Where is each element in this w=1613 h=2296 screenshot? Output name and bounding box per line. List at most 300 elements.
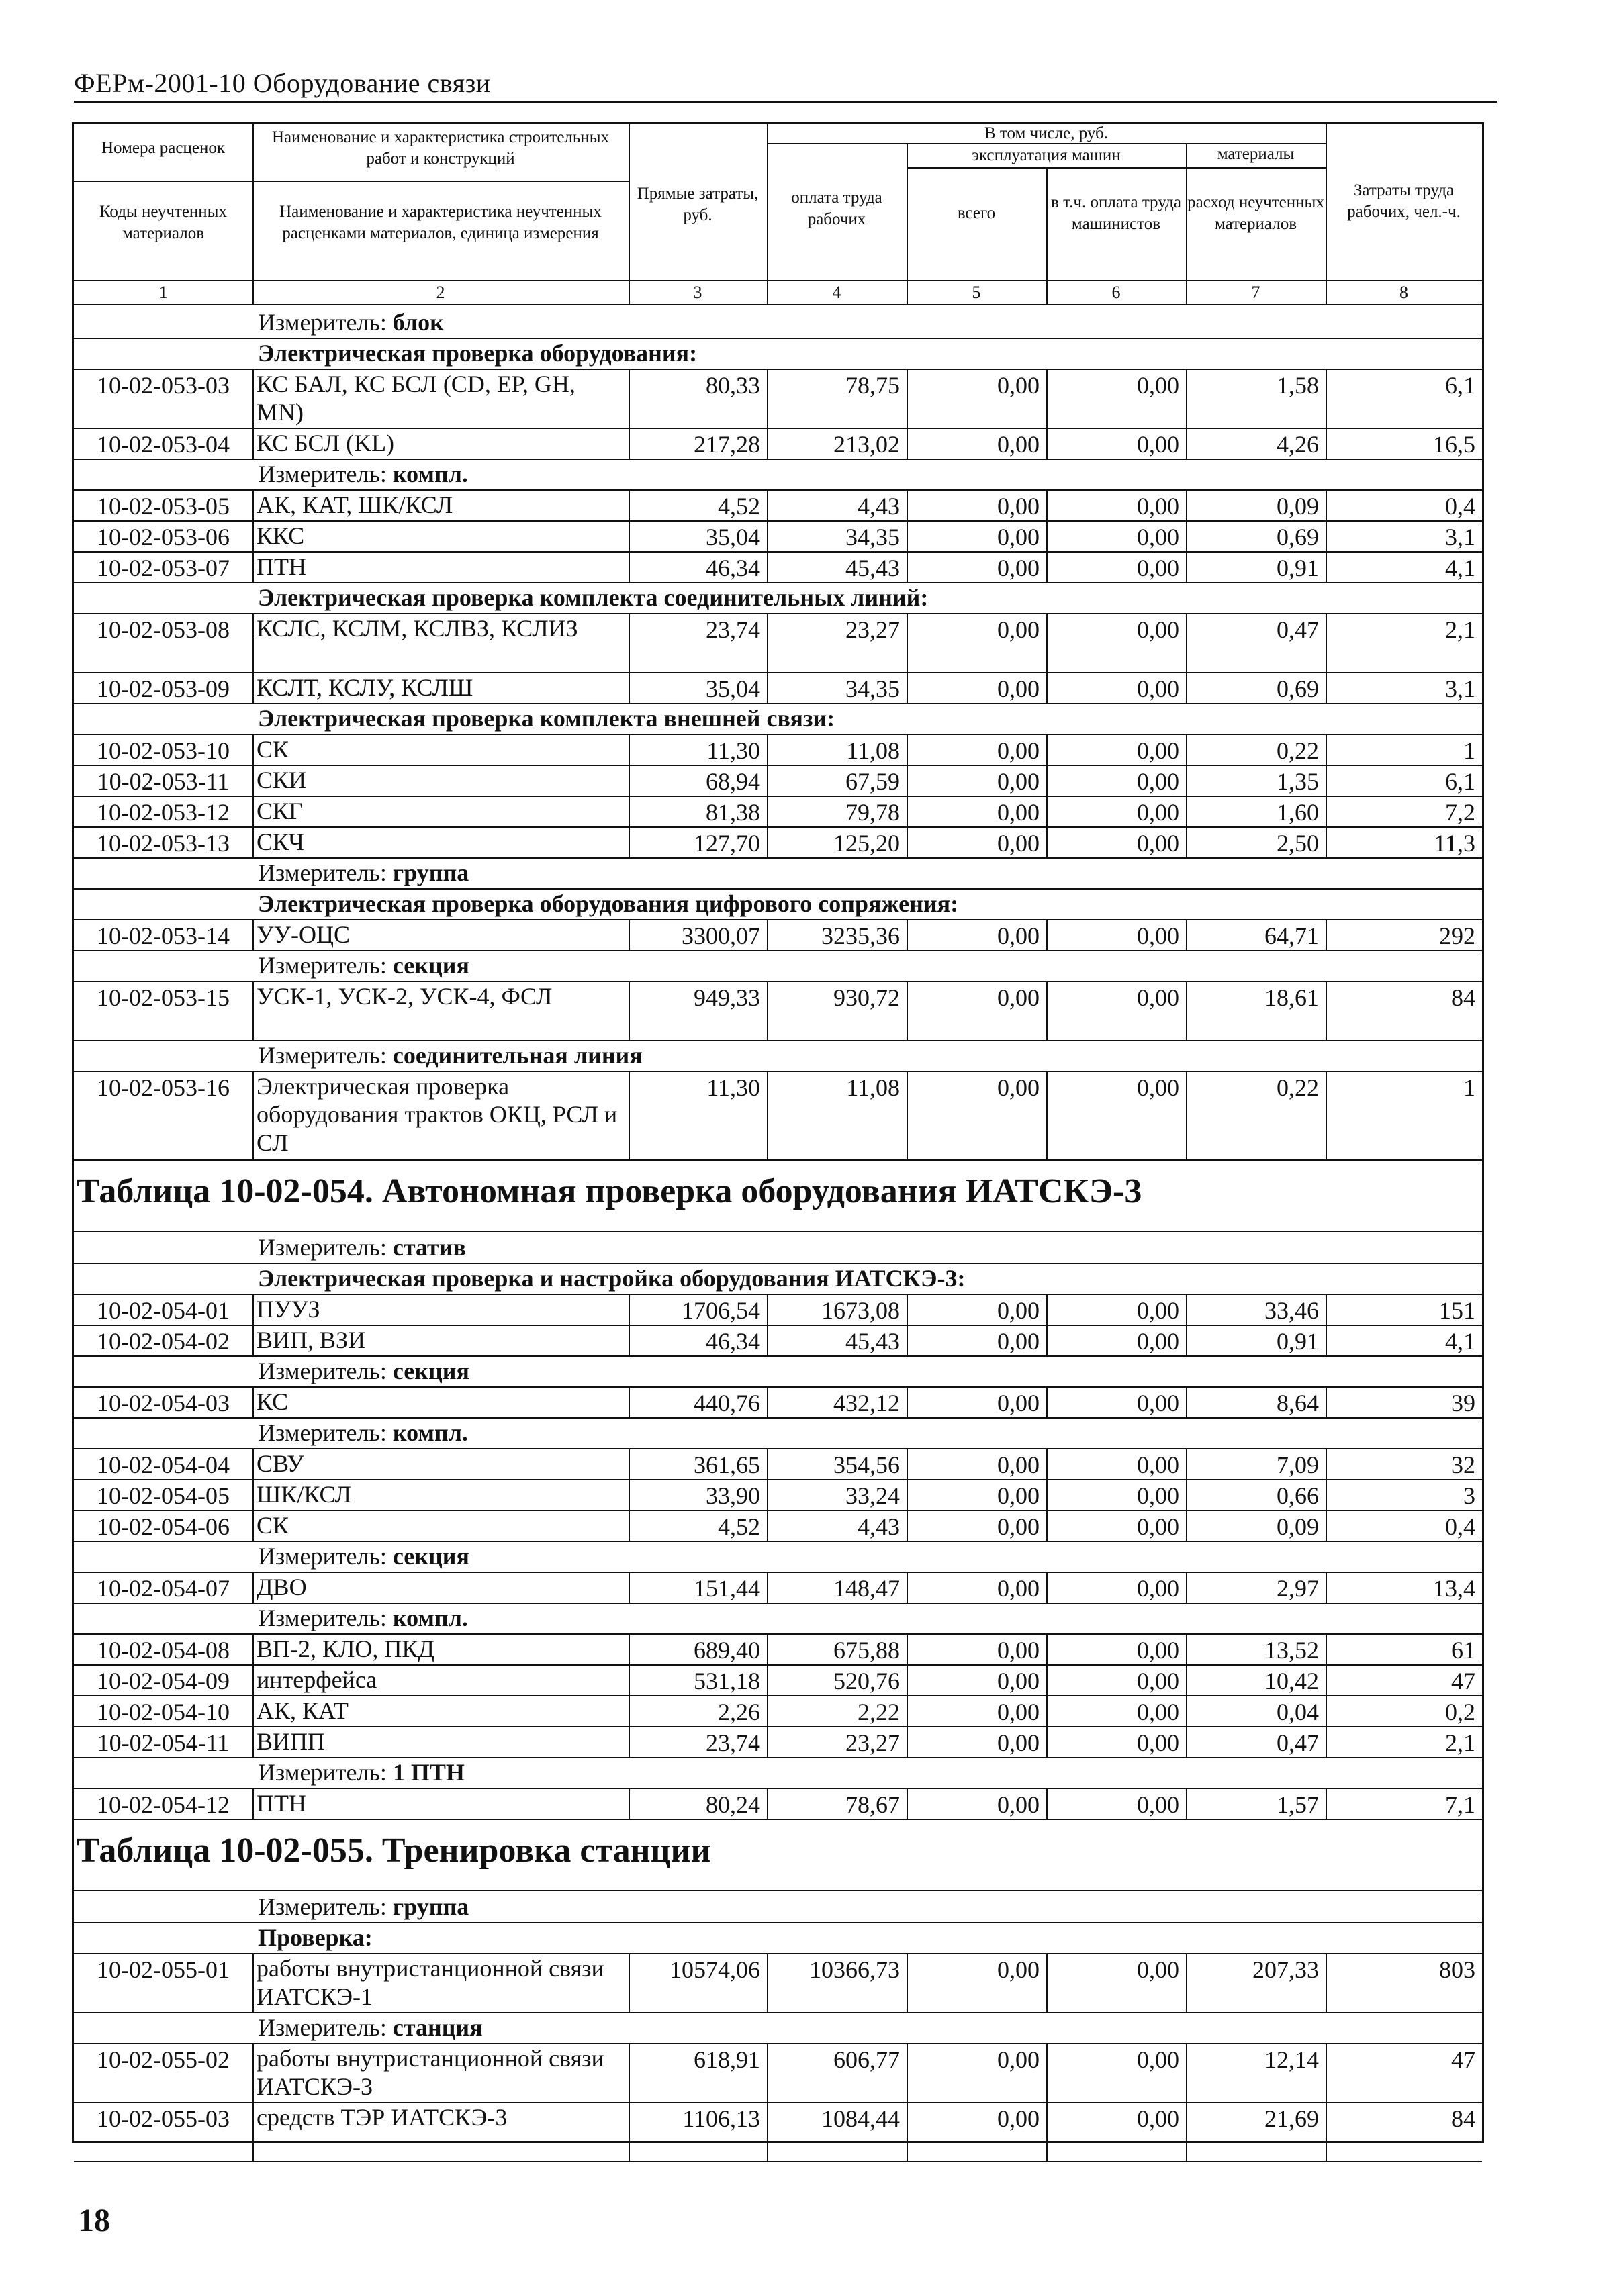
machinist-wage: 0,00 [1137,1482,1179,1509]
direct-cost: 81,38 [706,799,760,826]
worker-wage: 930,72 [833,984,900,1011]
materials-cost: 0,22 [1277,1074,1319,1101]
machine-cost: 0,00 [997,1668,1040,1694]
rule [1046,1695,1048,1726]
direct-cost: 361,65 [694,1451,760,1478]
machine-cost: 0,00 [997,616,1040,643]
materials-cost: 2,97 [1277,1575,1319,1602]
rule [252,369,254,428]
table-row [74,520,1486,551]
rule [1326,369,1327,428]
page-number: 18 [78,2203,110,2238]
rate-code: 10-02-054-11 [97,1729,230,1756]
rule [1046,2102,1048,2161]
machine-cost: 0,00 [997,1513,1040,1540]
table-row [74,1726,1486,1757]
rule [907,489,908,520]
rule [252,1726,254,1757]
direct-cost: 33,90 [706,1482,760,1509]
worker-wage: 125,20 [833,830,900,857]
materials-cost: 0,69 [1277,524,1319,551]
rule [1326,520,1327,551]
machine-cost: 0,00 [997,1328,1040,1355]
rule [629,1071,630,1159]
rule [629,734,630,765]
machinist-wage: 0,00 [1137,1729,1179,1756]
rule [907,1325,908,1355]
materials-cost: 18,61 [1264,984,1319,1011]
rule [252,1953,254,2012]
labor-hours: 7,1 [1445,1791,1475,1818]
rate-code: 10-02-054-08 [97,1637,230,1664]
table-row [74,613,1486,672]
worker-wage: 11,08 [846,1074,900,1101]
rule [767,1294,768,1325]
rate-code: 10-02-054-10 [97,1699,230,1725]
rule [1046,796,1048,826]
labor-hours: 6,1 [1445,372,1475,399]
labor-hours: 0,4 [1445,1513,1475,1540]
materials-cost: 0,91 [1277,1328,1319,1355]
rule [1326,1448,1327,1479]
table-row [74,1788,1486,1819]
rule [1326,489,1327,520]
machinist-wage: 0,00 [1137,984,1179,1011]
rule [629,613,630,672]
labor-hours: 4,1 [1445,1328,1475,1355]
rule [1046,919,1048,950]
rule [252,765,254,796]
table-row [74,826,1486,857]
rate-code: 10-02-053-05 [97,493,230,520]
labor-hours: 39 [1451,1390,1475,1417]
rule [629,1325,630,1355]
rule [907,551,908,582]
measure-value: Электрическая проверка и настройка оборудования ИАТСКЭ-3: [258,1265,966,1292]
machinist-wage: 0,00 [1137,1074,1179,1101]
rule [629,1953,630,2012]
materials-cost: 33,46 [1264,1297,1319,1324]
measure-row [255,1419,468,1447]
rule [1326,1664,1327,1695]
measure-label: Измеритель: [258,1419,393,1446]
worker-wage: 432,12 [833,1390,900,1417]
rule [1046,613,1048,672]
worker-wage: 33,24 [845,1482,900,1509]
rule [1046,1726,1048,1757]
rule [629,1386,630,1417]
measure-value: компл. [392,1419,468,1446]
measure-label: Измеритель: [258,2014,393,2041]
rule [1046,734,1048,765]
rule [629,672,630,703]
materials-cost: 1,57 [1277,1791,1319,1818]
labor-hours: 32 [1451,1451,1475,1478]
rule [1046,826,1048,857]
direct-cost: 531,18 [694,1668,760,1694]
rule [74,2161,1482,2162]
machine-cost: 0,00 [997,372,1040,399]
table-row [74,1386,1486,1417]
measure-row [255,890,958,918]
rule [1326,796,1327,826]
rule [252,124,254,304]
header-colnum-7: 7 [1251,283,1260,302]
rule [1186,981,1187,1040]
rule [252,919,254,950]
machinist-wage: 0,00 [1137,1390,1179,1417]
table-row [74,1325,1486,1355]
rule [907,1726,908,1757]
materials-cost: 0,22 [1277,737,1319,764]
machine-cost: 0,00 [997,1729,1040,1756]
header-colnum-6: 6 [1111,283,1121,302]
measure-row [255,460,468,488]
work-name: СК [257,1512,289,1539]
rule [252,672,254,703]
rule [252,826,254,857]
rate-code: 10-02-053-14 [97,922,230,949]
rule [252,1664,254,1695]
rule [1186,1953,1187,2012]
materials-cost: 21,69 [1264,2105,1319,2132]
table-row [74,765,1486,796]
rule [1046,428,1048,459]
rule [907,167,1326,169]
worker-wage: 23,27 [845,1729,900,1756]
rule [767,826,768,857]
materials-cost: 8,64 [1277,1390,1319,1417]
rule [1186,1695,1187,1726]
header-mach-total: всего [957,204,996,222]
worker-wage: 78,75 [845,372,900,399]
header-col3: Прямые затраты, руб. [637,185,759,224]
rule [629,1664,630,1695]
measure-row [255,951,469,979]
rate-code: 10-02-054-05 [97,1482,230,1509]
rule [767,981,768,1040]
rule [1186,1572,1187,1603]
rule [907,1448,908,1479]
rule [74,1890,1482,1891]
machinist-wage: 0,00 [1137,1575,1179,1602]
rule [629,981,630,1040]
machine-cost: 0,00 [997,768,1040,795]
rate-code: 10-02-054-01 [97,1297,230,1324]
measure-value: 1 ПТН [392,1759,465,1786]
rule [1186,1294,1187,1325]
rule [907,981,908,1040]
rule [767,428,768,459]
header-mat-group: материалы [1217,145,1295,163]
direct-cost: 23,74 [706,1729,760,1756]
table-row [74,1633,1486,1664]
header-wage: оплата труда рабочих [791,189,882,228]
work-name: КС [257,1388,289,1415]
rule [1326,919,1327,950]
rule [767,1633,768,1664]
worker-wage: 23,27 [845,616,900,643]
rule [252,520,254,551]
header-rule [74,101,1497,103]
table-section-title: Таблица 10-02-055. Тренировка станции [77,1831,711,1870]
rule [252,1695,254,1726]
machine-cost: 0,00 [997,1699,1040,1725]
machinist-wage: 0,00 [1137,1451,1179,1478]
measure-value: секция [392,1357,469,1384]
table-row [74,551,1486,582]
rate-code: 10-02-053-12 [97,799,230,826]
work-name: работы внутристанционной связи ИАТСКЭ-1 [257,1955,604,2010]
rule [1326,981,1327,1040]
table-section-title: Таблица 10-02-054. Автономная проверка оборудования ИАТСКЭ-3 [77,1172,1142,1210]
rule [907,280,908,304]
measure-row [255,1357,469,1385]
work-name: АК, КАТ, ШК/КСЛ [257,491,453,518]
direct-cost: 3300,07 [682,922,760,949]
work-name: ДВО [257,1574,307,1600]
measure-row [255,1893,469,1921]
rates-table [72,122,1484,2143]
measure-value: соединительная линия [392,1042,643,1069]
worker-wage: 675,88 [833,1637,900,1664]
rule [252,551,254,582]
materials-cost: 0,09 [1277,1513,1319,1540]
work-name: ККС [257,522,305,549]
rule [767,1695,768,1726]
measure-row [255,1542,469,1570]
direct-cost: 689,40 [694,1637,760,1664]
measure-value: Электрическая проверка комплекта внешней связи: [258,705,835,732]
rule [74,181,252,182]
rule [767,1071,768,1159]
measure-label: Измеритель: [258,309,393,336]
rule [1326,765,1327,796]
rule [1186,734,1187,765]
labor-hours: 1 [1463,1074,1475,1101]
rule [1046,672,1048,703]
rule [907,369,908,428]
materials-cost: 12,14 [1264,2046,1319,2073]
machine-cost: 0,00 [997,799,1040,826]
rule [252,1633,254,1664]
rate-code: 10-02-054-04 [97,1451,230,1478]
rule [1326,1386,1327,1417]
rule [1186,1633,1187,1664]
rule [907,520,908,551]
machinist-wage: 0,00 [1137,737,1179,764]
work-name: КСЛТ, КСЛУ, КСЛШ [257,674,473,701]
rule [629,1572,630,1603]
worker-wage: 148,47 [833,1575,900,1602]
rate-code: 10-02-054-07 [97,1575,230,1602]
rule [767,919,768,950]
labor-hours: 7,2 [1445,799,1475,826]
rule [252,1448,254,1479]
rule [629,1510,630,1541]
rule [74,304,1482,305]
rule [1186,672,1187,703]
measure-label: Измеритель: [258,1759,393,1786]
rule [907,2102,908,2161]
worker-wage: 34,35 [845,675,900,702]
rule [252,2043,254,2102]
rule [1046,520,1048,551]
machine-cost: 0,00 [997,1791,1040,1818]
rule [629,280,630,304]
machine-cost: 0,00 [997,1575,1040,1602]
header-mach-group: эксплуатация машин [972,146,1121,164]
worker-wage: 4,43 [858,493,900,520]
machinist-wage: 0,00 [1137,675,1179,702]
direct-cost: 217,28 [694,431,760,458]
worker-wage: 10366,73 [809,1956,900,1983]
materials-cost: 10,42 [1264,1668,1319,1694]
rule [629,1788,630,1819]
measure-label: Измеритель: [258,1605,393,1631]
rule [1326,1633,1327,1664]
materials-cost: 1,35 [1277,768,1319,795]
worker-wage: 45,43 [845,1328,900,1355]
measure-value: станция [392,2014,483,2041]
direct-cost: 440,76 [694,1390,760,1417]
direct-cost: 46,34 [706,555,760,581]
rule [629,551,630,582]
rule [767,1726,768,1757]
direct-cost: 35,04 [706,675,760,702]
rate-code: 10-02-053-07 [97,555,230,581]
rule [1046,981,1048,1040]
direct-cost: 80,33 [706,372,760,399]
rule [1046,1633,1048,1664]
table-row [74,369,1486,428]
rate-code: 10-02-054-03 [97,1390,230,1417]
worker-wage: 1084,44 [821,2105,900,2132]
rule [1326,1726,1327,1757]
machinist-wage: 0,00 [1137,493,1179,520]
worker-wage: 354,56 [833,1451,900,1478]
rule [907,1071,908,1159]
measure-row [255,2013,483,2042]
header-colnum-2: 2 [436,283,445,302]
worker-wage: 520,76 [833,1668,900,1694]
rule [767,1664,768,1695]
table-row [74,796,1486,826]
rule [907,428,908,459]
direct-cost: 11,30 [706,1074,760,1101]
rule [1186,520,1187,551]
materials-cost: 4,26 [1277,431,1319,458]
rule [629,796,630,826]
rate-code: 10-02-053-09 [97,675,230,702]
measure-label: Измеритель: [258,461,393,487]
rule [629,489,630,520]
machinist-wage: 0,00 [1137,799,1179,826]
direct-cost: 949,33 [694,984,760,1011]
materials-cost: 207,33 [1252,1956,1319,1983]
rule [74,1819,1482,1820]
work-name: СКГ [257,798,303,824]
header-col2-bottom: Наименование и характеристика неучтенных расценками материалов, единица измерения [279,203,602,242]
materials-cost: 0,04 [1277,1699,1319,1725]
rule [252,1788,254,1819]
rate-code: 10-02-053-06 [97,524,230,551]
rule [1046,1788,1048,1819]
labor-hours: 2,1 [1445,616,1475,643]
rule [907,672,908,703]
rule [629,1448,630,1479]
table-row [74,1664,1486,1695]
rule [767,672,768,703]
materials-cost: 1,58 [1277,372,1319,399]
rule [629,520,630,551]
rule [907,1479,908,1510]
rule [907,613,908,672]
rule [1326,2043,1327,2102]
rule [1046,1664,1048,1695]
rule [1186,826,1187,857]
direct-cost: 80,24 [706,1791,760,1818]
rate-code: 10-02-055-01 [97,1956,230,1983]
direct-cost: 2,26 [718,1699,760,1725]
worker-wage: 45,43 [845,555,900,581]
measure-label: Измеритель: [258,952,393,979]
rule [907,765,908,796]
work-name: СКИ [257,767,307,794]
rule [1186,1510,1187,1541]
rule [1326,1479,1327,1510]
header-labor: Затраты труда рабочих, чел.-ч. [1347,181,1461,221]
materials-cost: 1,60 [1277,799,1319,826]
rule [629,1479,630,1510]
work-name: СК [257,736,289,763]
rate-code: 10-02-055-03 [97,2105,230,2132]
measure-value: группа [392,1893,469,1920]
direct-cost: 35,04 [706,524,760,551]
rule [252,428,254,459]
rule [1326,1788,1327,1819]
direct-cost: 4,52 [718,493,760,520]
rule [1326,2102,1327,2161]
rule [629,919,630,950]
rule [1186,1664,1187,1695]
work-name: ПУУЗ [257,1296,320,1323]
rule [767,124,768,304]
rate-code: 10-02-053-16 [97,1074,230,1101]
running-head: ФЕРм-2001-10 Оборудование связи [74,68,491,98]
labor-hours: 6,1 [1445,768,1475,795]
work-name: СВУ [257,1450,304,1477]
measure-row [255,1758,465,1786]
work-name: Электрическая проверка оборудования трактов ОКЦ, РСЛ и СЛ [257,1073,618,1156]
rule [1326,1695,1327,1726]
rule [629,1294,630,1325]
rate-code: 10-02-055-02 [97,2046,230,2073]
work-name: работы внутристанционной связи ИАТСКЭ-3 [257,2045,604,2100]
labor-hours: 84 [1451,984,1475,1011]
rule [1046,765,1048,796]
rule [629,1726,630,1757]
measure-value: компл. [392,1605,468,1631]
materials-cost: 7,09 [1277,1451,1319,1478]
rule [1326,1572,1327,1603]
rule [1326,734,1327,765]
rule [907,1695,908,1726]
measure-value: блок [392,309,444,336]
measure-value: компл. [392,461,468,487]
worker-wage: 1673,08 [821,1297,900,1324]
labor-hours: 3,1 [1445,675,1475,702]
